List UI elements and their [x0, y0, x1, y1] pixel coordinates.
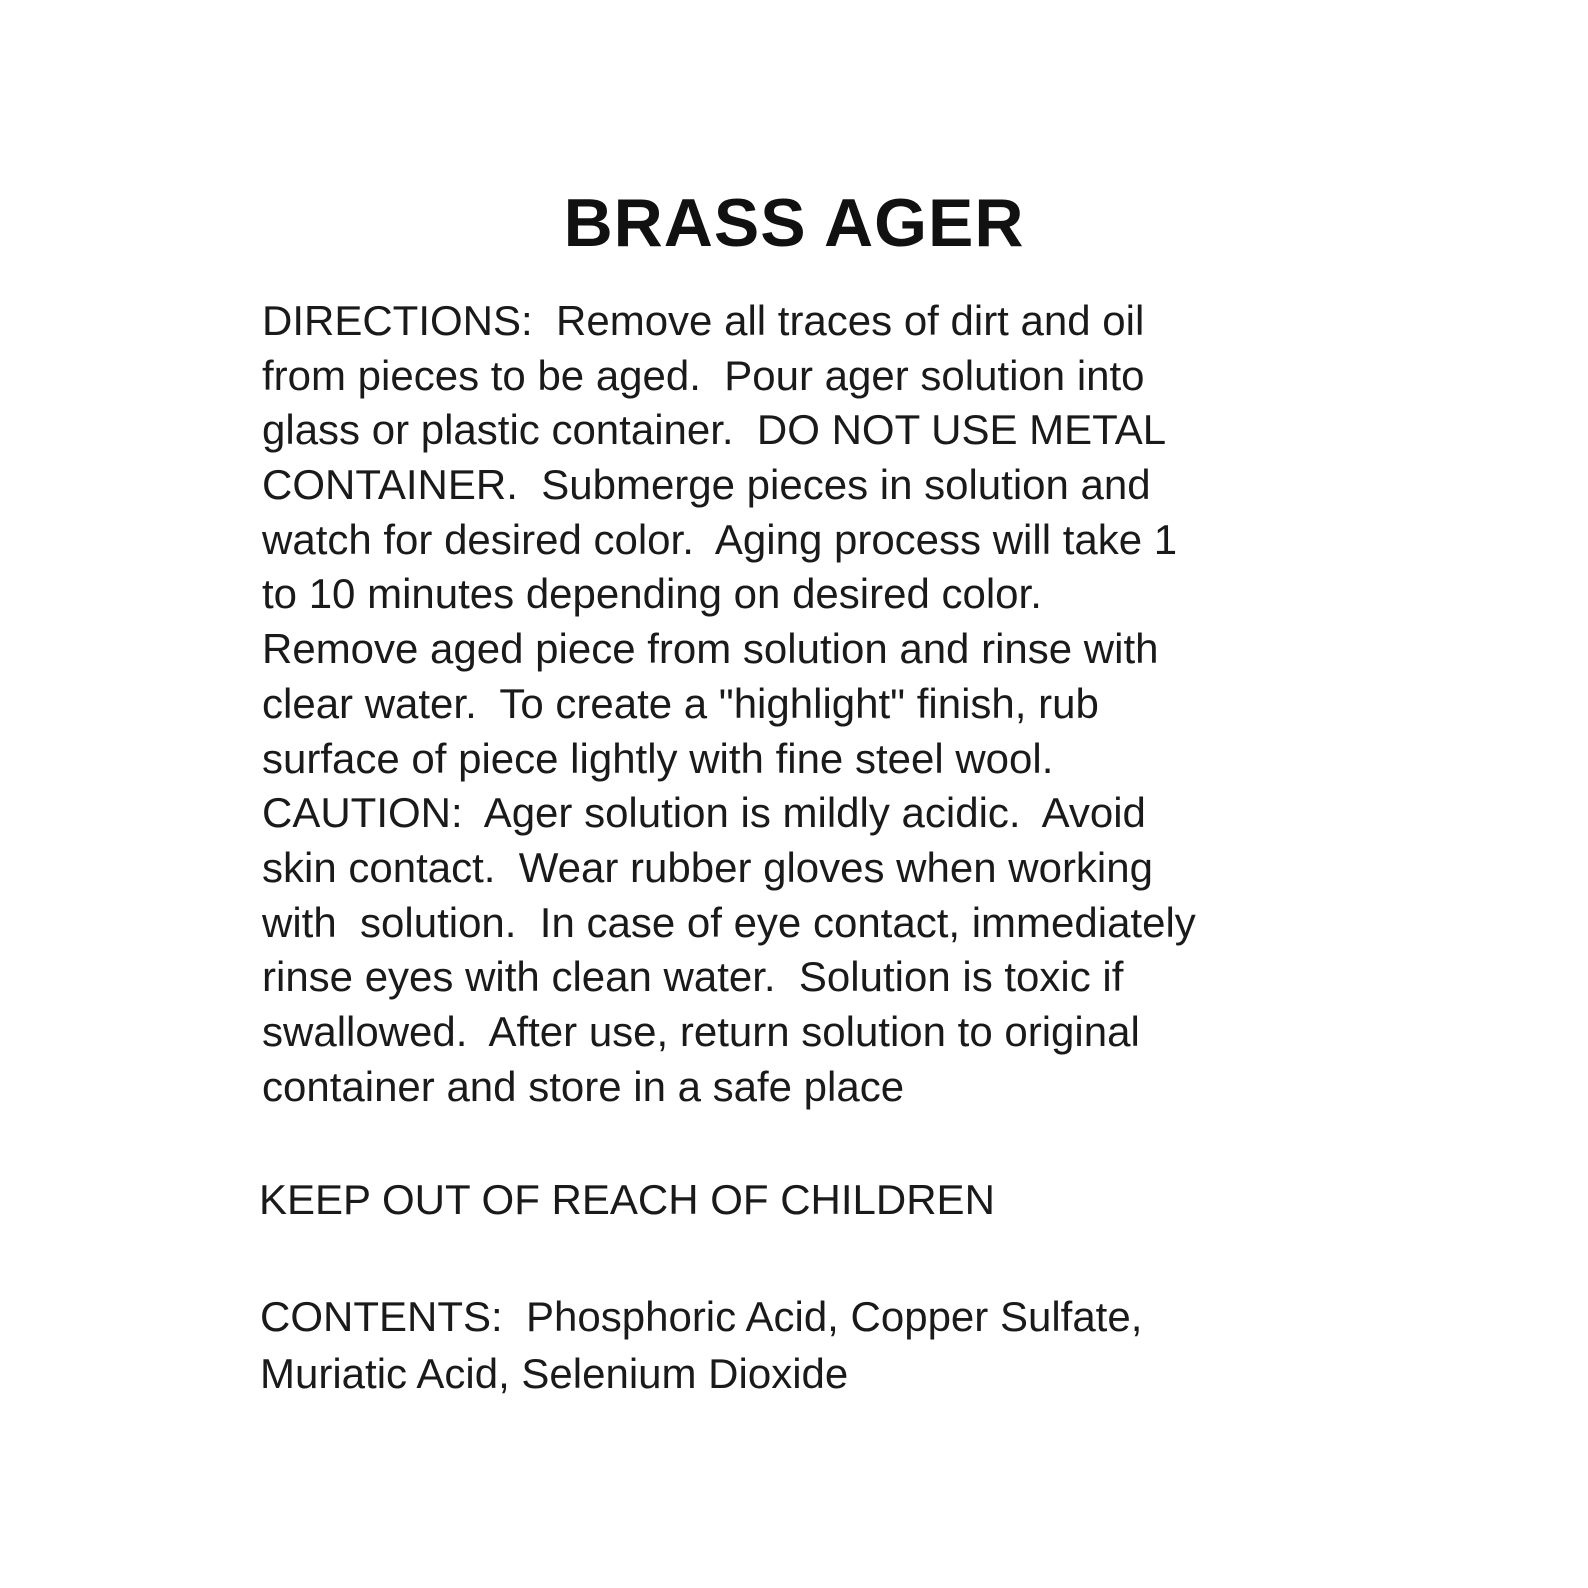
contents-block [260, 1288, 1560, 1402]
caution-line: with solution. In case of eye contact, immediately [262, 898, 1196, 946]
directions-line: watch for desired color. Aging process will take 1 [262, 515, 1178, 563]
contents-line: Muriatic Acid, Selenium Dioxide [260, 1350, 849, 1397]
caution-line: skin contact. Wear rubber gloves when working [262, 843, 1153, 891]
directions-line: DIRECTIONS: Remove all traces of dirt and oil [262, 297, 1145, 344]
caution-line: CAUTION: Ager solution is mildly acidic. Avoid [262, 789, 1146, 837]
caution-line: container and store in a safe place [262, 1062, 905, 1110]
caution-line: rinse eyes with clean water. Solution is toxic if [262, 953, 1124, 1001]
directions-line: glass or plastic container. DO NOT USE METAL [262, 406, 1167, 454]
directions-line: to 10 minutes depending on desired color. [262, 570, 1042, 618]
directions-line: surface of piece lightly with fine steel wool. [262, 734, 1054, 782]
children-warning: KEEP OUT OF REACH OF CHILDREN [259, 1176, 995, 1223]
directions-block [262, 294, 1562, 1114]
label-title: BRASS AGER [563, 185, 1025, 261]
directions-line: CONTAINER. Submerge pieces in solution and [262, 461, 1151, 509]
directions-line: from pieces to be aged. Pour ager solution into [262, 351, 1145, 399]
caution-line: swallowed. After use, return solution to original [262, 1007, 1140, 1055]
contents-line: CONTENTS: Phosphoric Acid, Copper Sulfate, [260, 1293, 1143, 1340]
directions-line: clear water. To create a "highlight" finish, rub [262, 679, 1099, 727]
directions-line: Remove aged piece from solution and rinse with [262, 625, 1159, 673]
